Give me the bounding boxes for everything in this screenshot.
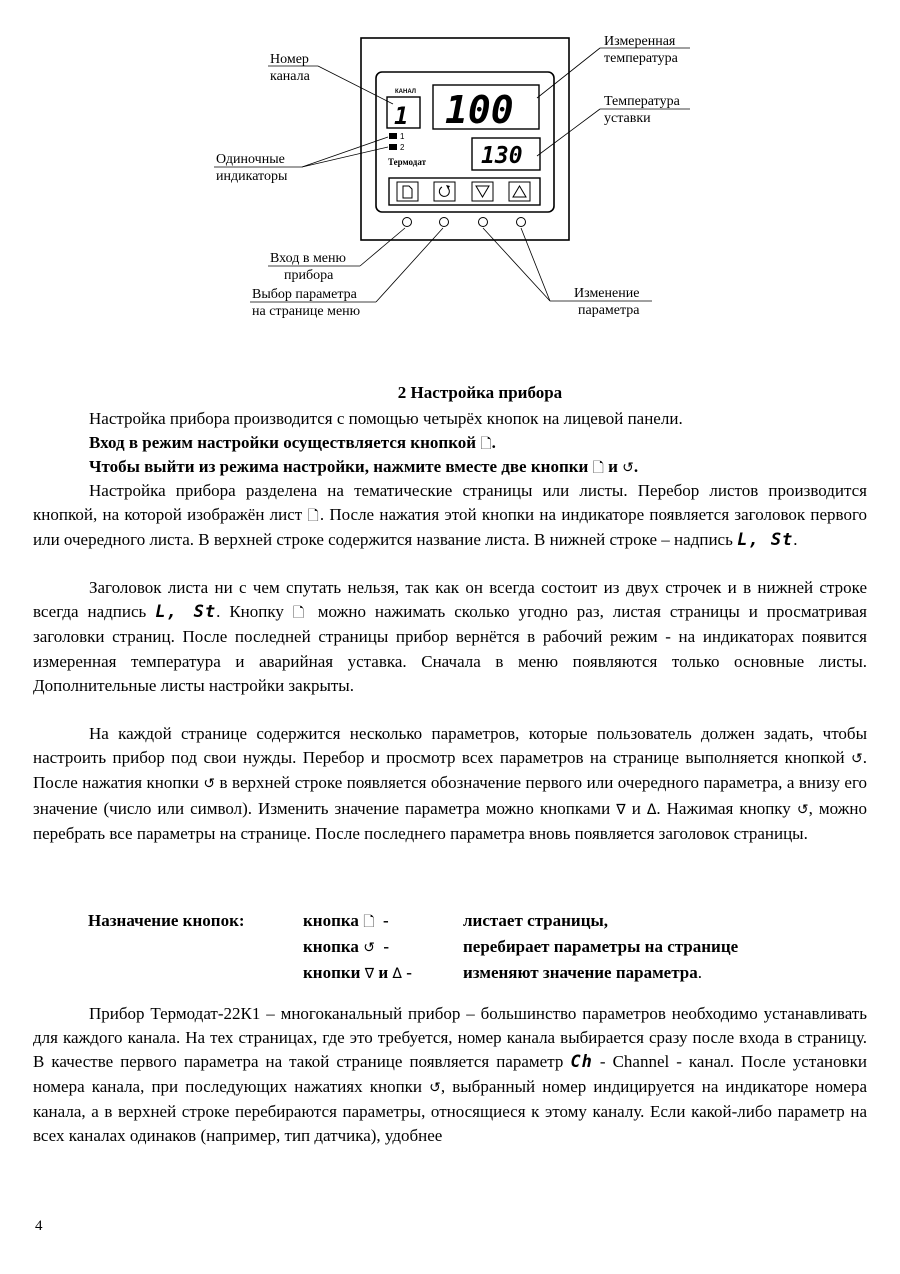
page-icon: 🗋: [292, 605, 309, 622]
p4b-text: . После нажатия этой кнопки на индикаторе появляется заголовок первого или очередного листа. В верхней строке содержится название листа. В нижней строке – надпись: [33, 505, 868, 550]
p6c-text: в верхней строке появляется обозначение первого или очередного параметра, а внизу его значение (число или символ). Изменить значение параметра можно кнопками: [33, 773, 868, 818]
page-button[interactable]: [397, 182, 418, 201]
label-menu-entry-1: Вход в меню: [270, 251, 346, 266]
paragraph-enter: Вход в режим настройки осуществляется кнопкой 🗋.: [33, 431, 867, 456]
label-param-change-1: Изменение: [574, 286, 640, 301]
cycle-icon: ↺: [429, 1079, 441, 1096]
p6b-text: . После нажатия кнопки: [33, 748, 867, 793]
lcd-channel-word: Ch: [570, 1052, 593, 1073]
led-2: [389, 144, 397, 150]
p5c-text: можно нажимать сколько угодно раз, листая страницы и просматривая заголовки страниц. После последней страницы прибор вернётся в рабочий режим - на индикаторах появится измеренная температура и аварийная уставка. Сначала в меню появляются только основные листы. Дополнительные листы настройки закрыты.: [33, 602, 868, 695]
page-icon: 🗋: [592, 460, 604, 476]
up-icon: Δ: [646, 801, 657, 818]
measured-temp-value: 100: [445, 88, 514, 132]
section-title: 2 Настройка прибора: [397, 383, 563, 402]
buttons-row-3-key: кнопки ∇ и Δ -: [303, 963, 412, 982]
page-icon: 🗋: [363, 914, 375, 930]
cycle-icon: ↺: [622, 460, 634, 476]
buttons-row-2-key: кнопка ↺ -: [303, 937, 390, 956]
lcd-list-word: L, St: [737, 530, 794, 551]
paragraph-pages: Настройка прибора разделена на тематические страницы или листы. Перебор листов производится кнопкой, на которой изображён лист 🗋. После нажатия этой кнопки на индикаторе появляется заголовок первого или очередного листа. В верхней строке содержится название листа. В нижней строке – надпись L, St.: [33, 481, 868, 551]
label-param-select-1: Выбор параметра: [252, 287, 357, 302]
label-channel-number-1: Номер: [270, 52, 309, 67]
page-icon: 🗋: [480, 436, 492, 452]
p6f-text: , можно перебрать все параметры на странице. После последнего параметра вновь появляется заголовок страницы.: [33, 798, 868, 843]
page-icon: 🗋: [307, 508, 320, 525]
channel-caption: КАНАЛ: [395, 89, 416, 95]
buttons-purpose-table: [88, 911, 738, 989]
p2-text: Вход в режим настройки осуществляется кнопкой: [89, 433, 477, 452]
p3b-text: и: [608, 457, 618, 476]
paragraph-params: [33, 722, 867, 846]
label-channel-number-2: канала: [270, 69, 310, 84]
down-icon: ∇: [364, 966, 375, 982]
label-indicators-2: индикаторы: [216, 169, 288, 184]
cycle-button[interactable]: [434, 182, 455, 201]
page-button-marker: [403, 218, 412, 227]
down-button-marker: [479, 218, 488, 227]
buttons-row-1-desc: листает страницы,: [463, 911, 609, 930]
led-2-label: 2: [400, 143, 405, 152]
label-indicators-1: Одиночные: [216, 152, 285, 167]
down-button[interactable]: [472, 182, 493, 201]
paragraph-header: [33, 576, 867, 698]
p7a-text: Прибор Термодат-22К1 – многоканальный прибор – большинство параметров необходимо устанавливать для каждого канала. На тех страницах, где это требуется, номер канала выбирается сразу после входа в страницу. В качестве первого параметра на такой странице появляется параметр: [33, 1004, 867, 1072]
buttons-row-3: [88, 963, 738, 989]
label-measured-temp-1: Измеренная: [604, 34, 676, 49]
cycle-icon: ↺: [363, 940, 375, 956]
buttons-row-2: [88, 937, 738, 963]
p1-text: Настройка прибора производится с помощью четырёх кнопок на лицевой панели.: [89, 409, 683, 428]
lcd-list-word: L, St: [155, 602, 217, 623]
setpoint-temp-value: 130: [481, 143, 523, 169]
p5b-text: . Кнопку: [216, 602, 284, 622]
label-menu-entry-2: прибора: [284, 268, 334, 283]
buttons-row-1-key: кнопка 🗋 -: [303, 911, 389, 930]
label-measured-temp-2: температура: [604, 51, 678, 66]
up-icon: Δ: [392, 966, 402, 982]
channel-value: 1: [394, 102, 409, 130]
page-number: 4: [35, 1218, 43, 1234]
label-param-change-2: параметра: [578, 303, 640, 318]
label-setpoint-2: уставки: [604, 111, 651, 126]
p6a-text: На каждой странице содержится несколько параметров, которые пользователь должен задать, чтобы настроить прибор под свои нужды. Перебор и просмотр всех параметров на странице выполняется кнопкой: [33, 724, 867, 768]
paragraph-channels: [33, 1002, 867, 1148]
cycle-icon: ↺: [851, 751, 863, 768]
down-icon: ∇: [616, 801, 626, 818]
led-1-label: 1: [400, 132, 405, 141]
up-button-marker: [517, 218, 526, 227]
led-1: [389, 133, 397, 139]
buttons-row-1: [88, 911, 738, 937]
up-button[interactable]: [509, 182, 530, 201]
buttons-table-title: Назначение кнопок:: [88, 911, 245, 930]
cycle-icon: ↺: [796, 801, 809, 818]
device-front-panel-figure: [0, 0, 900, 340]
brand-label: Термодат: [388, 157, 427, 167]
p7c-text: , выбранный номер индицируется на индикаторе номера канала, а в верхней строке перебираются параметры, относящиеся к этому каналу. Если какой-либо параметр на всех каналах одинаков (например, тип датчика), удобнее: [33, 1076, 867, 1146]
cycle-button-marker: [440, 218, 449, 227]
p5a-text: Заголовок листа ни с чем спутать нельзя, так как он всегда состоит из двух строчек и в нижней строке всегда надпись: [33, 578, 867, 622]
p4a-text: Настройка прибора разделена на тематические страницы или листы. Перебор листов производится кнопкой, на которой изображён лист: [33, 481, 867, 525]
paragraph-intro: [33, 407, 867, 431]
paragraph-exit: Чтобы выйти из режима настройки, нажмите вместе две кнопки 🗋 и ↺.: [33, 455, 867, 480]
p3a-text: Чтобы выйти из режима настройки, нажмите вместе две кнопки: [89, 457, 589, 476]
label-param-select-2: на странице меню: [252, 304, 361, 319]
label-setpoint-1: Температура: [604, 94, 680, 109]
p6e-text: . Нажимая кнопку: [656, 798, 791, 818]
buttons-row-2-desc: перебирает параметры на странице: [463, 937, 739, 956]
buttons-row-3-desc: изменяют значение параметра.: [463, 963, 702, 982]
p7b-text: - Channel - канал. После установки номера канала, при последующих нажатиях кнопки: [33, 1052, 868, 1096]
p6d-text: и: [631, 798, 641, 818]
cycle-icon: ↺: [203, 776, 216, 793]
